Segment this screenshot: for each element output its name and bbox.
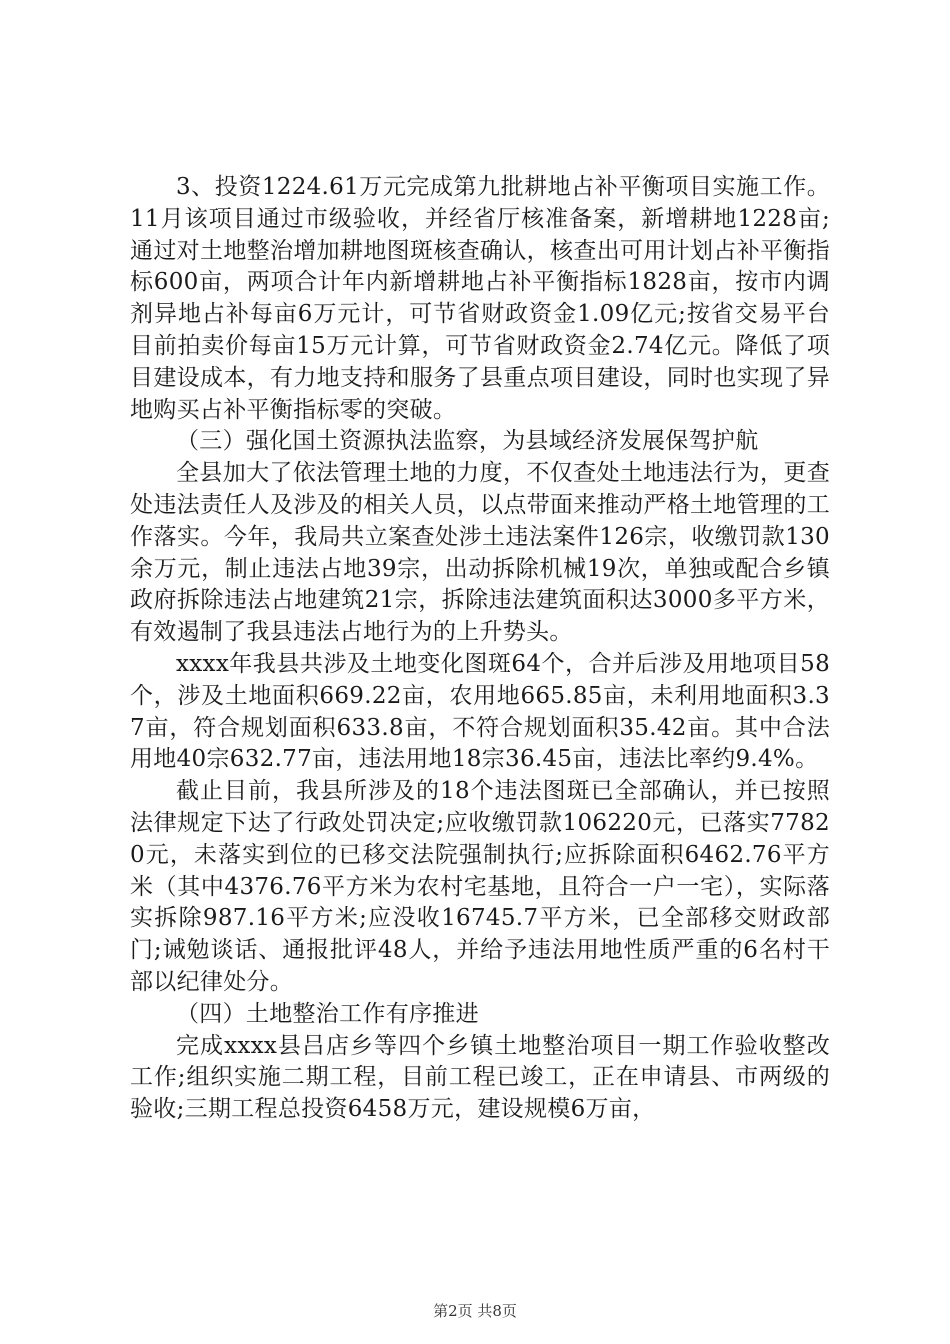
paragraph-law-enforcement: 全县加大了依法管理土地的力度，不仅查处土地违法行为，更查处违法责任人及涉及的相关人员，以点带面来推动严格土地管理的工作落实。今年，我局共立案查处涉土违法案件126宗，收缴罚款130余万元，制止违法占地39宗，出动拆除机械19次，单独或配合乡镇政府拆除违法占地建筑21宗，拆除违法建筑面积达3000多平方米，有效遏制了我县违法占地行为的上升势头。 xyxy=(130,460,830,646)
section-heading-land-remediation: （四）土地整治工作有序推进 xyxy=(176,1000,479,1027)
paragraph-farmland-balance: 3、投资1224.61万元完成第九批耕地占补平衡项目实施工作。11月该项目通过市级验收，并经省厅核准备案，新增耕地1228亩;通过对土地整治增加耕地图斑核查确认，核查出可用计划占补平衡指标600亩，两项合计年内新增耕地占补平衡指标1828亩，按市内调剂异地占补每亩6万元计，可节省财政资金1.09亿元;按省交易平台目前拍卖价每亩15万元计算，可节省财政资金2.74亿元。降低了项目建设成本，有力地支持和服务了县重点项目建设，同时也实现了异地购买占补平衡指标零的突破。 xyxy=(130,174,830,423)
paragraph-violation-handling: 截止目前，我县所涉及的18个违法图斑已全部确认，并已按照法律规定下达了行政处罚决定;应收缴罚款106220元，已落实77820元，未落实到位的已移交法院强制执行;应拆除面积6462.76平方米（其中4376.76平方米为农村宅基地，且符合一户一宅），实际落实拆除987.16平方米;应没收16745.7平方米，已全部移交财政部门;诫勉谈话、通报批评48人，并给予违法用地性质严重的6名村干部以纪律处分。 xyxy=(130,778,830,995)
section-heading-law-enforcement: （三）强化国土资源执法监察，为县域经济发展保驾护航 xyxy=(176,428,759,455)
paragraph-land-change-statistics: xxxx年我县共涉及土地变化图斑64个，合并后涉及用地项目58个，涉及土地面积669.22亩，农用地665.85亩，未利用地面积3.37亩，符合规划面积633.8亩，不符合规划面积35.42亩。其中合法用地40宗632.77亩，违法用地18宗36.45亩，违法比率约9.4%。 xyxy=(130,650,830,773)
document-body xyxy=(130,172,830,1126)
paragraph-land-remediation: 完成xxxx县吕店乡等四个乡镇土地整治项目一期工作验收整改工作;组织实施二期工程，目前工程已竣工，正在申请县、市两级的验收;三期工程总投资6458万元，建设规模6万亩， xyxy=(130,1032,830,1123)
page-number-footer: 第2页 共8页 xyxy=(433,1302,517,1320)
